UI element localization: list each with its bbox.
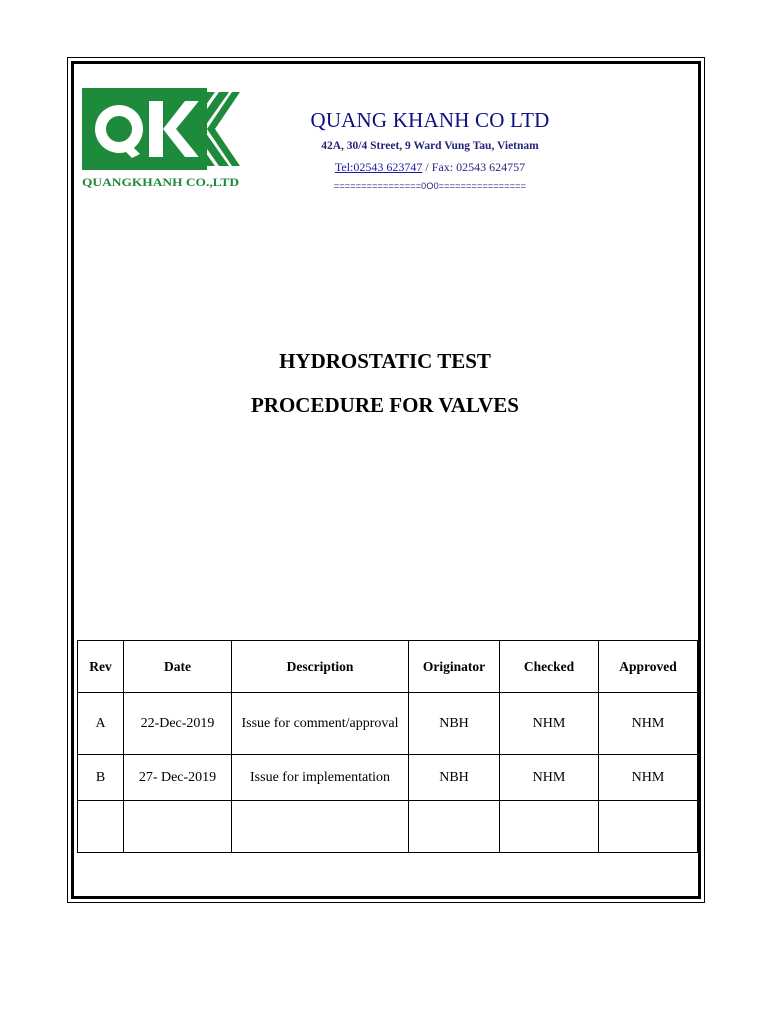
table-row <box>78 801 698 853</box>
table-cell: NHM <box>500 755 599 801</box>
table-cell: NHM <box>500 693 599 755</box>
table-cell: NBH <box>409 693 500 755</box>
header-cell: Description <box>232 641 409 693</box>
table-cell <box>599 801 698 853</box>
table-row <box>78 755 698 801</box>
document-title-line-2: PROCEDURE FOR VALVES <box>250 393 519 417</box>
table-row <box>78 693 698 755</box>
company-address: 42A, 30/4 Street, 9 Ward Vung Tau, Vietnam <box>321 140 539 152</box>
company-name: QUANG KHANH CO LTD <box>310 108 550 132</box>
header-cell: Originator <box>409 641 500 693</box>
table-cell: NHM <box>599 755 698 801</box>
contact-separator: / <box>422 160 432 174</box>
table-cell: Issue for comment/approval <box>232 693 409 755</box>
table-cell <box>78 801 124 853</box>
company-contact <box>250 160 610 175</box>
header-cell: Rev <box>78 641 124 693</box>
table-cell: NHM <box>599 693 698 755</box>
table-header-row <box>78 641 698 693</box>
table-cell: 27- Dec-2019 <box>124 755 232 801</box>
company-logo <box>82 88 242 192</box>
fax-number: Fax: 02543 624757 <box>431 160 526 174</box>
revision-table <box>77 640 698 853</box>
header-divider: ================0O0================ <box>333 181 527 191</box>
logo-caption: QUANGKHANH CO.,LTD <box>82 177 239 189</box>
table-cell: NBH <box>409 755 500 801</box>
phone-link[interactable]: Tel:02543 623747 <box>334 160 423 174</box>
table-cell: Issue for implementation <box>232 755 409 801</box>
table-cell: A <box>78 693 124 755</box>
document-title-line-1: HYDROSTATIC TEST <box>279 349 491 373</box>
table-cell: 22-Dec-2019 <box>124 693 232 755</box>
header-cell: Date <box>124 641 232 693</box>
header-cell: Checked <box>500 641 599 693</box>
table-cell <box>124 801 232 853</box>
header-cell: Approved <box>599 641 698 693</box>
table-cell <box>409 801 500 853</box>
table-cell <box>500 801 599 853</box>
table-cell <box>232 801 409 853</box>
table-cell: B <box>78 755 124 801</box>
